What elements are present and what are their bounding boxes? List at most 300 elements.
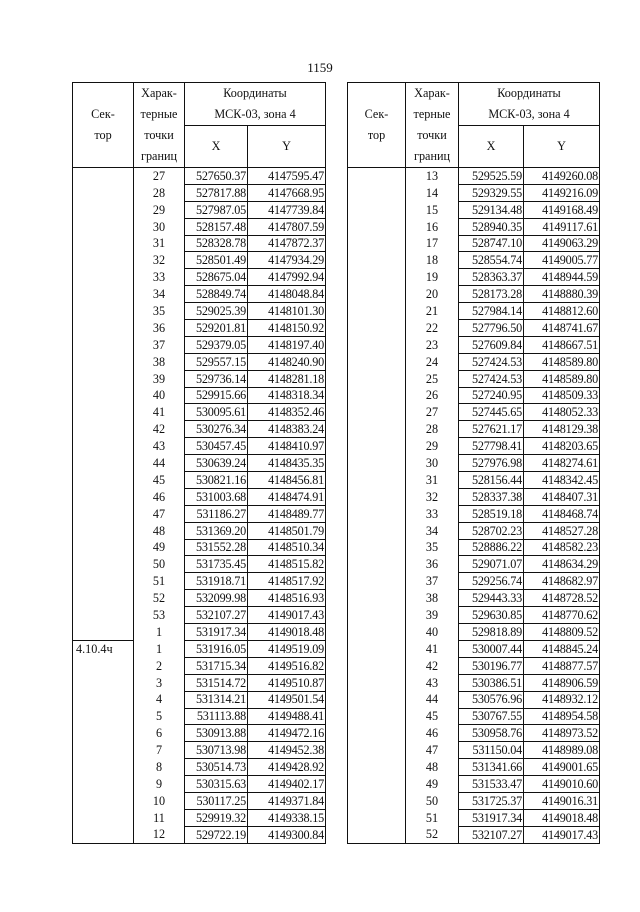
x-coordinate-cell: 527976.98 — [459, 455, 524, 472]
point-number-cell: 33 — [406, 505, 459, 522]
x-coordinate-cell: 531113.88 — [185, 708, 248, 725]
point-number-cell: 26 — [406, 387, 459, 404]
x-coordinate-cell: 528337.38 — [459, 488, 524, 505]
y-coordinate-cell: 4147739.84 — [248, 201, 326, 218]
table-row — [73, 370, 326, 387]
y-coordinate-cell: 4148342.45 — [524, 472, 600, 489]
sector-cell — [73, 742, 134, 759]
point-number-cell: 38 — [134, 353, 185, 370]
y-coordinate-cell: 4149338.15 — [248, 809, 326, 826]
x-coordinate-cell: 531341.66 — [459, 759, 524, 776]
table-row — [348, 826, 600, 843]
table-row — [348, 320, 600, 337]
sector-cell — [73, 320, 134, 337]
y-coordinate-cell: 4148501.79 — [248, 522, 326, 539]
x-coordinate-cell: 531003.68 — [185, 488, 248, 505]
point-number-cell: 3 — [134, 674, 185, 691]
sector-cell — [73, 303, 134, 320]
x-coordinate-cell: 529736.14 — [185, 370, 248, 387]
sector-cell — [73, 235, 134, 252]
sector-cell — [348, 488, 406, 505]
y-coordinate-cell: 4148527.28 — [524, 522, 600, 539]
header-coordinates: Координаты МСК-03, зона 4 — [459, 83, 600, 126]
table-row — [73, 303, 326, 320]
y-coordinate-cell: 4149260.08 — [524, 168, 600, 185]
table-row — [348, 201, 600, 218]
sector-cell — [73, 539, 134, 556]
y-coordinate-cell: 4149488.41 — [248, 708, 326, 725]
x-coordinate-cell: 528849.74 — [185, 286, 248, 303]
sector-cell — [73, 522, 134, 539]
sector-cell — [348, 353, 406, 370]
table-row — [348, 809, 600, 826]
x-coordinate-cell: 530767.55 — [459, 708, 524, 725]
point-number-cell: 39 — [134, 370, 185, 387]
x-coordinate-cell: 530639.24 — [185, 455, 248, 472]
point-number-cell: 40 — [406, 624, 459, 641]
x-coordinate-cell: 527987.05 — [185, 201, 248, 218]
table-row — [348, 539, 600, 556]
sector-cell — [348, 624, 406, 641]
y-coordinate-cell: 4148809.52 — [524, 624, 600, 641]
x-coordinate-cell: 529379.05 — [185, 336, 248, 353]
point-number-cell: 39 — [406, 607, 459, 624]
y-coordinate-cell: 4148197.40 — [248, 336, 326, 353]
point-number-cell: 53 — [134, 607, 185, 624]
sector-cell — [73, 472, 134, 489]
y-coordinate-cell: 4148989.08 — [524, 742, 600, 759]
sector-cell — [73, 421, 134, 438]
x-coordinate-cell: 529329.55 — [459, 184, 524, 201]
table-row — [73, 353, 326, 370]
table-row — [348, 168, 600, 185]
point-number-cell: 47 — [406, 742, 459, 759]
y-coordinate-cell: 4149018.48 — [248, 624, 326, 641]
y-coordinate-cell: 4148048.84 — [248, 286, 326, 303]
point-number-cell: 34 — [406, 522, 459, 539]
y-coordinate-cell: 4149428.92 — [248, 759, 326, 776]
table-row — [348, 573, 600, 590]
table-row — [73, 387, 326, 404]
y-coordinate-cell: 4148877.57 — [524, 657, 600, 674]
point-number-cell: 13 — [406, 168, 459, 185]
table-row — [73, 556, 326, 573]
header-coordinates: Координаты МСК-03, зона 4 — [185, 83, 326, 126]
sector-cell — [73, 201, 134, 218]
point-number-cell: 34 — [134, 286, 185, 303]
sector-cell — [348, 742, 406, 759]
table-row — [348, 252, 600, 269]
point-number-cell: 43 — [134, 438, 185, 455]
table-row — [348, 370, 600, 387]
x-coordinate-cell: 530457.45 — [185, 438, 248, 455]
x-coordinate-cell: 528519.18 — [459, 505, 524, 522]
y-coordinate-cell: 4149472.16 — [248, 725, 326, 742]
y-coordinate-cell: 4148944.59 — [524, 269, 600, 286]
point-number-cell: 44 — [134, 455, 185, 472]
sector-cell — [73, 488, 134, 505]
point-number-cell: 38 — [406, 590, 459, 607]
point-number-cell: 40 — [134, 387, 185, 404]
table-row — [348, 759, 600, 776]
point-number-cell: 18 — [406, 252, 459, 269]
point-number-cell: 33 — [134, 269, 185, 286]
point-number-cell: 8 — [134, 759, 185, 776]
y-coordinate-cell: 4148728.52 — [524, 590, 600, 607]
table-row — [73, 792, 326, 809]
y-coordinate-cell: 4148383.24 — [248, 421, 326, 438]
table-row — [348, 708, 600, 725]
x-coordinate-cell: 528156.44 — [459, 472, 524, 489]
y-coordinate-cell: 4148973.52 — [524, 725, 600, 742]
y-coordinate-cell: 4149300.84 — [248, 826, 326, 843]
point-number-cell: 24 — [406, 353, 459, 370]
y-coordinate-cell: 4148435.35 — [248, 455, 326, 472]
x-coordinate-cell: 527650.37 — [185, 168, 248, 185]
y-coordinate-cell: 4148515.82 — [248, 556, 326, 573]
point-number-cell: 32 — [134, 252, 185, 269]
x-coordinate-cell: 529630.85 — [459, 607, 524, 624]
point-number-cell: 12 — [134, 826, 185, 843]
x-coordinate-cell: 529915.66 — [185, 387, 248, 404]
point-number-cell: 51 — [134, 573, 185, 590]
sector-cell — [348, 320, 406, 337]
x-coordinate-cell: 527609.84 — [459, 336, 524, 353]
sector-cell — [348, 472, 406, 489]
table-row — [73, 776, 326, 793]
y-coordinate-cell: 4149510.87 — [248, 674, 326, 691]
table-row — [348, 607, 600, 624]
table-row — [73, 320, 326, 337]
y-coordinate-cell: 4148101.30 — [248, 303, 326, 320]
sector-cell — [73, 455, 134, 472]
point-number-cell: 15 — [406, 201, 459, 218]
table-row — [73, 539, 326, 556]
x-coordinate-cell: 530276.34 — [185, 421, 248, 438]
sector-cell — [73, 168, 134, 185]
x-coordinate-cell: 529025.39 — [185, 303, 248, 320]
table-row — [73, 640, 326, 657]
y-coordinate-cell: 4148489.77 — [248, 505, 326, 522]
table-row — [348, 421, 600, 438]
x-coordinate-cell: 531735.45 — [185, 556, 248, 573]
x-coordinate-cell: 528675.04 — [185, 269, 248, 286]
x-coordinate-cell: 531552.28 — [185, 539, 248, 556]
point-number-cell: 10 — [134, 792, 185, 809]
x-coordinate-cell: 529256.74 — [459, 573, 524, 590]
y-coordinate-cell: 4148407.31 — [524, 488, 600, 505]
sector-cell — [348, 759, 406, 776]
sector-cell — [73, 573, 134, 590]
point-number-cell: 35 — [134, 303, 185, 320]
y-coordinate-cell: 4149402.17 — [248, 776, 326, 793]
point-number-cell: 52 — [134, 590, 185, 607]
x-coordinate-cell: 531314.21 — [185, 691, 248, 708]
x-coordinate-cell: 527424.53 — [459, 370, 524, 387]
x-coordinate-cell: 530913.88 — [185, 725, 248, 742]
table-row — [73, 184, 326, 201]
sector-cell — [73, 505, 134, 522]
header-x: X — [185, 126, 248, 168]
x-coordinate-cell: 529722.19 — [185, 826, 248, 843]
table-row — [348, 184, 600, 201]
table-row — [73, 235, 326, 252]
y-coordinate-cell: 4148741.67 — [524, 320, 600, 337]
y-coordinate-cell: 4148932.12 — [524, 691, 600, 708]
sector-cell — [73, 438, 134, 455]
point-number-cell: 14 — [406, 184, 459, 201]
header-y: Y — [248, 126, 326, 168]
x-coordinate-cell: 530315.63 — [185, 776, 248, 793]
sector-cell — [348, 235, 406, 252]
y-coordinate-cell: 4147872.37 — [248, 235, 326, 252]
point-number-cell: 45 — [134, 472, 185, 489]
y-coordinate-cell: 4149016.31 — [524, 792, 600, 809]
table-row — [73, 624, 326, 641]
y-coordinate-cell: 4148880.39 — [524, 286, 600, 303]
x-coordinate-cell: 531916.05 — [185, 640, 248, 657]
y-coordinate-cell: 4148468.74 — [524, 505, 600, 522]
sector-cell — [348, 556, 406, 573]
x-coordinate-cell: 530576.96 — [459, 691, 524, 708]
table-row — [73, 336, 326, 353]
table-row — [73, 657, 326, 674]
table-row — [348, 235, 600, 252]
sector-cell — [73, 657, 134, 674]
sector-cell — [348, 657, 406, 674]
x-coordinate-cell: 532099.98 — [185, 590, 248, 607]
y-coordinate-cell: 4149001.65 — [524, 759, 600, 776]
point-number-cell: 31 — [406, 472, 459, 489]
point-number-cell: 1 — [134, 624, 185, 641]
x-coordinate-cell: 530386.51 — [459, 674, 524, 691]
sector-cell — [73, 556, 134, 573]
y-coordinate-cell: 4149516.82 — [248, 657, 326, 674]
x-coordinate-cell: 529071.07 — [459, 556, 524, 573]
table-row — [348, 674, 600, 691]
table-row — [73, 168, 326, 185]
sector-cell — [348, 505, 406, 522]
y-coordinate-cell: 4147992.94 — [248, 269, 326, 286]
point-number-cell: 32 — [406, 488, 459, 505]
y-coordinate-cell: 4149017.43 — [248, 607, 326, 624]
point-number-cell: 23 — [406, 336, 459, 353]
sector-cell — [348, 387, 406, 404]
sector-cell — [348, 792, 406, 809]
y-coordinate-cell: 4148667.51 — [524, 336, 600, 353]
point-number-cell: 36 — [406, 556, 459, 573]
table-row — [73, 269, 326, 286]
table-row — [73, 708, 326, 725]
table-row — [348, 691, 600, 708]
point-number-cell: 19 — [406, 269, 459, 286]
sector-cell — [73, 809, 134, 826]
y-coordinate-cell: 4148352.46 — [248, 404, 326, 421]
sector-cell — [348, 168, 406, 185]
point-number-cell: 28 — [134, 184, 185, 201]
sector-cell — [73, 590, 134, 607]
x-coordinate-cell: 527424.53 — [459, 353, 524, 370]
y-coordinate-cell: 4147934.29 — [248, 252, 326, 269]
table-row — [73, 725, 326, 742]
header-sector: Сек- тор — [73, 83, 134, 168]
sector-cell — [348, 252, 406, 269]
y-coordinate-cell: 4149452.38 — [248, 742, 326, 759]
x-coordinate-cell: 529919.32 — [185, 809, 248, 826]
y-coordinate-cell: 4148150.92 — [248, 320, 326, 337]
x-coordinate-cell: 532107.27 — [185, 607, 248, 624]
x-coordinate-cell: 529557.15 — [185, 353, 248, 370]
sector-cell — [348, 725, 406, 742]
sector-cell — [73, 370, 134, 387]
table-row — [348, 725, 600, 742]
table-row — [73, 691, 326, 708]
x-coordinate-cell: 531715.34 — [185, 657, 248, 674]
x-coordinate-cell: 531369.20 — [185, 522, 248, 539]
x-coordinate-cell: 528702.23 — [459, 522, 524, 539]
y-coordinate-cell: 4149216.09 — [524, 184, 600, 201]
header-y: Y — [524, 126, 600, 168]
x-coordinate-cell: 531150.04 — [459, 742, 524, 759]
sector-cell — [73, 725, 134, 742]
table-row — [73, 607, 326, 624]
table-row — [348, 455, 600, 472]
sector-cell — [348, 218, 406, 235]
y-coordinate-cell: 4148410.97 — [248, 438, 326, 455]
point-number-cell: 31 — [134, 235, 185, 252]
x-coordinate-cell: 530196.77 — [459, 657, 524, 674]
point-number-cell: 41 — [406, 640, 459, 657]
y-coordinate-cell: 4147668.95 — [248, 184, 326, 201]
y-coordinate-cell: 4148318.34 — [248, 387, 326, 404]
coordinates-table-right — [347, 82, 600, 844]
sector-cell — [348, 539, 406, 556]
table-row — [348, 522, 600, 539]
sector-cell — [73, 776, 134, 793]
sector-cell — [348, 201, 406, 218]
y-coordinate-cell: 4149018.48 — [524, 809, 600, 826]
sector-cell — [348, 776, 406, 793]
point-number-cell: 21 — [406, 303, 459, 320]
table-row — [348, 269, 600, 286]
y-coordinate-cell: 4149063.29 — [524, 235, 600, 252]
sector-cell — [348, 184, 406, 201]
x-coordinate-cell: 530821.16 — [185, 472, 248, 489]
point-number-cell: 29 — [406, 438, 459, 455]
table-row — [73, 759, 326, 776]
table-row — [73, 438, 326, 455]
table-row — [348, 624, 600, 641]
y-coordinate-cell: 4148845.24 — [524, 640, 600, 657]
table-row — [348, 472, 600, 489]
table-row — [348, 505, 600, 522]
sector-cell — [73, 624, 134, 641]
x-coordinate-cell: 528157.48 — [185, 218, 248, 235]
sector-cell — [348, 455, 406, 472]
table-row — [73, 218, 326, 235]
sector-cell — [348, 421, 406, 438]
point-number-cell: 29 — [134, 201, 185, 218]
sector-cell — [73, 286, 134, 303]
y-coordinate-cell: 4148516.93 — [248, 590, 326, 607]
table-row — [73, 674, 326, 691]
x-coordinate-cell: 528747.10 — [459, 235, 524, 252]
y-coordinate-cell: 4148812.60 — [524, 303, 600, 320]
table-row — [73, 522, 326, 539]
sector-cell — [73, 674, 134, 691]
point-number-cell: 51 — [406, 809, 459, 826]
point-number-cell: 27 — [134, 168, 185, 185]
sector-cell — [73, 708, 134, 725]
point-number-cell: 48 — [134, 522, 185, 539]
y-coordinate-cell: 4148582.23 — [524, 539, 600, 556]
sector-cell — [348, 522, 406, 539]
point-number-cell: 28 — [406, 421, 459, 438]
x-coordinate-cell: 527817.88 — [185, 184, 248, 201]
table-row — [73, 252, 326, 269]
table-row — [348, 387, 600, 404]
point-number-cell: 44 — [406, 691, 459, 708]
y-coordinate-cell: 4148510.34 — [248, 539, 326, 556]
header-sector: Сек- тор — [348, 83, 406, 168]
sector-cell — [73, 269, 134, 286]
point-number-cell: 47 — [134, 505, 185, 522]
point-number-cell: 7 — [134, 742, 185, 759]
sector-cell — [348, 404, 406, 421]
point-number-cell: 6 — [134, 725, 185, 742]
point-number-cell: 37 — [134, 336, 185, 353]
sector-cell — [73, 218, 134, 235]
table-row — [73, 455, 326, 472]
table-row — [348, 438, 600, 455]
sector-cell — [348, 674, 406, 691]
point-number-cell: 22 — [406, 320, 459, 337]
y-coordinate-cell: 4148456.81 — [248, 472, 326, 489]
header-points: Харак- терные точки границ — [134, 83, 185, 168]
x-coordinate-cell: 527445.65 — [459, 404, 524, 421]
table-row — [348, 556, 600, 573]
x-coordinate-cell: 529525.59 — [459, 168, 524, 185]
point-number-cell: 16 — [406, 218, 459, 235]
y-coordinate-cell: 4149117.61 — [524, 218, 600, 235]
sector-cell: 4.10.4ч — [73, 640, 134, 657]
point-number-cell: 1 — [134, 640, 185, 657]
table-row — [73, 472, 326, 489]
x-coordinate-cell: 531514.72 — [185, 674, 248, 691]
sector-cell — [348, 708, 406, 725]
point-number-cell: 20 — [406, 286, 459, 303]
x-coordinate-cell: 528501.49 — [185, 252, 248, 269]
sector-cell — [348, 269, 406, 286]
point-number-cell: 9 — [134, 776, 185, 793]
table-row — [348, 792, 600, 809]
y-coordinate-cell: 4149017.43 — [524, 826, 600, 843]
point-number-cell: 43 — [406, 674, 459, 691]
sector-cell — [348, 826, 406, 843]
x-coordinate-cell: 528940.35 — [459, 218, 524, 235]
table-row — [73, 488, 326, 505]
table-row — [348, 303, 600, 320]
y-coordinate-cell: 4149371.84 — [248, 792, 326, 809]
x-coordinate-cell: 528363.37 — [459, 269, 524, 286]
header-points: Харак- терные точки границ — [406, 83, 459, 168]
sector-cell — [73, 184, 134, 201]
point-number-cell: 17 — [406, 235, 459, 252]
y-coordinate-cell: 4148589.80 — [524, 370, 600, 387]
table-row — [73, 404, 326, 421]
y-coordinate-cell: 4149519.09 — [248, 640, 326, 657]
x-coordinate-cell: 529201.81 — [185, 320, 248, 337]
